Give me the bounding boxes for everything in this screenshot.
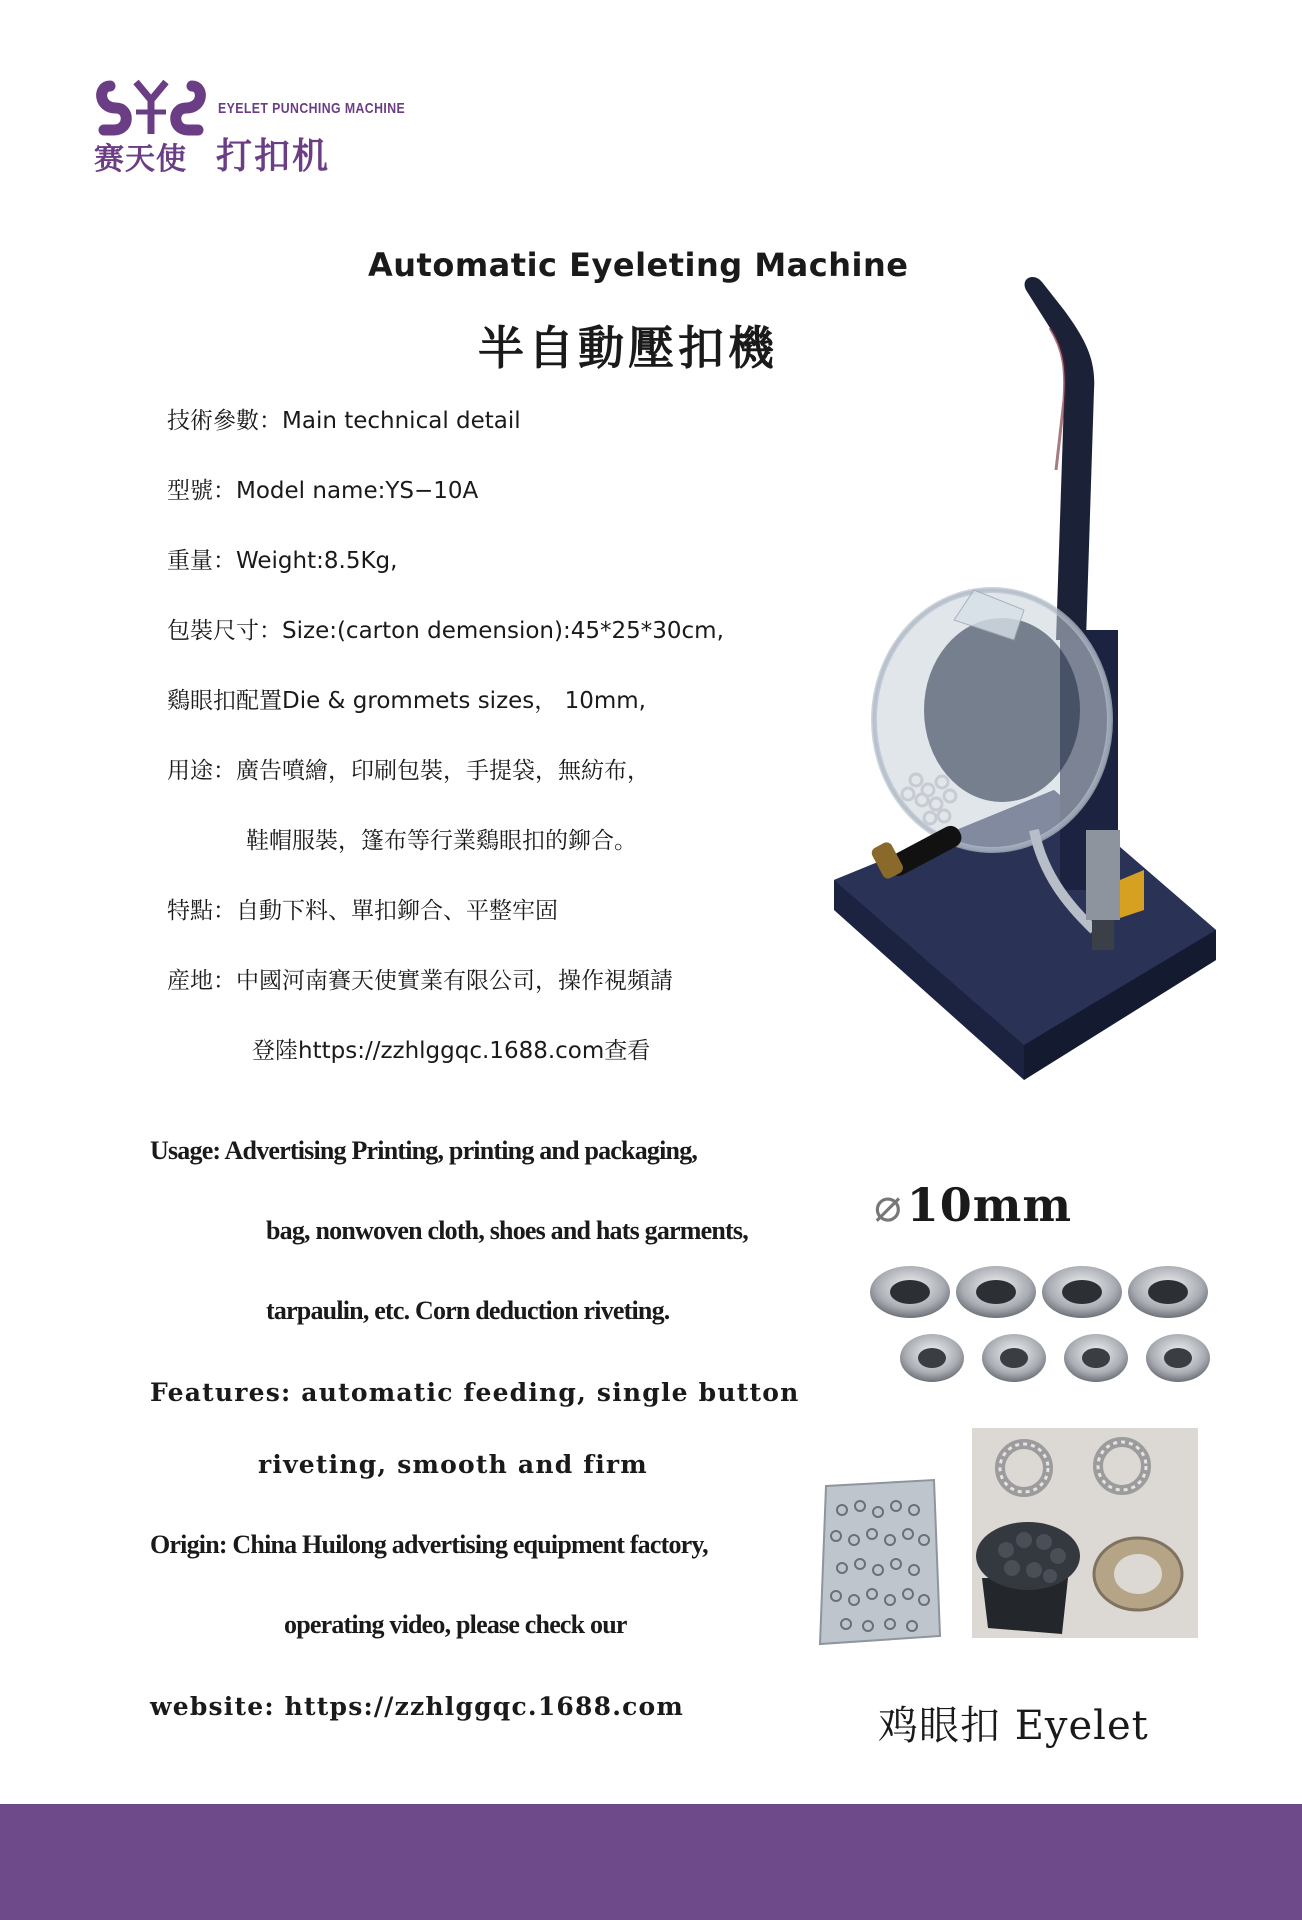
usage-line: bag, nonwoven cloth, shoes and hats garments, xyxy=(266,1216,748,1245)
spec-line: 包裝尺寸：Size:(carton demension):45*25*30cm, xyxy=(167,618,724,644)
page-title-en: Automatic Eyeleting Machine xyxy=(368,246,909,284)
brand-name: 赛天使 xyxy=(94,142,187,177)
eyelet-caption: 鸡眼扣 Eyelet xyxy=(878,1703,1149,1749)
spec-line: 特點：自動下料、單扣鉚合、平整牢固 xyxy=(167,898,558,924)
spec-line: 用途：廣告噴繪，印刷包裝，手提袋，無紡布， xyxy=(167,758,650,784)
usage-line: tarpaulin, etc. Corn deduction riveting. xyxy=(266,1296,670,1325)
spec-line: 型號：Model name:YS−10A xyxy=(167,478,479,504)
machine-illustration xyxy=(824,270,1224,1090)
page-title-cn: 半自動壓扣機 xyxy=(478,321,778,375)
spec-line: 登陸https://zzhlggqc.1688.com查看 xyxy=(252,1038,651,1064)
eyelet-size-value: 10mm xyxy=(906,1178,1073,1232)
eyelet-bag-photo xyxy=(812,1476,944,1648)
spec-line: 鷄眼扣配置Die & grommets sizes， 10mm, xyxy=(167,688,646,714)
diameter-symbol-icon: ⌀ xyxy=(874,1178,903,1232)
footer-band xyxy=(0,1804,1302,1920)
spec-line: 重量：Weight:8.5Kg, xyxy=(167,548,398,574)
features-line: riveting, smooth and firm xyxy=(258,1450,648,1479)
origin-line: operating video, please check our xyxy=(284,1610,627,1639)
eyelet-rings-illustration xyxy=(868,1258,1224,1388)
brand-product-type: 打扣机 xyxy=(216,136,331,177)
eyelet-size-label xyxy=(874,1178,1072,1232)
spec-line: 技術參數：Main technical detail xyxy=(167,408,521,434)
features-line: Features: automatic feeding, single button xyxy=(150,1378,800,1407)
spec-line: 産地：中國河南賽天使實業有限公司，操作視頻請 xyxy=(167,968,673,994)
spec-line: 鞋帽服裝，篷布等行業鷄眼扣的鉚合。 xyxy=(246,828,637,854)
die-grommet-kit-photo xyxy=(972,1428,1198,1638)
usage-line: Usage: Advertising Printing, printing and packaging, xyxy=(150,1136,698,1165)
origin-line: Origin: China Huilong advertising equipment factory, xyxy=(150,1530,708,1559)
website-line: website: https://zzhlggqc.1688.com xyxy=(150,1692,685,1721)
brand-logo-icon xyxy=(96,78,206,138)
brand-tagline: EYELET PUNCHING MACHINE xyxy=(218,100,406,117)
